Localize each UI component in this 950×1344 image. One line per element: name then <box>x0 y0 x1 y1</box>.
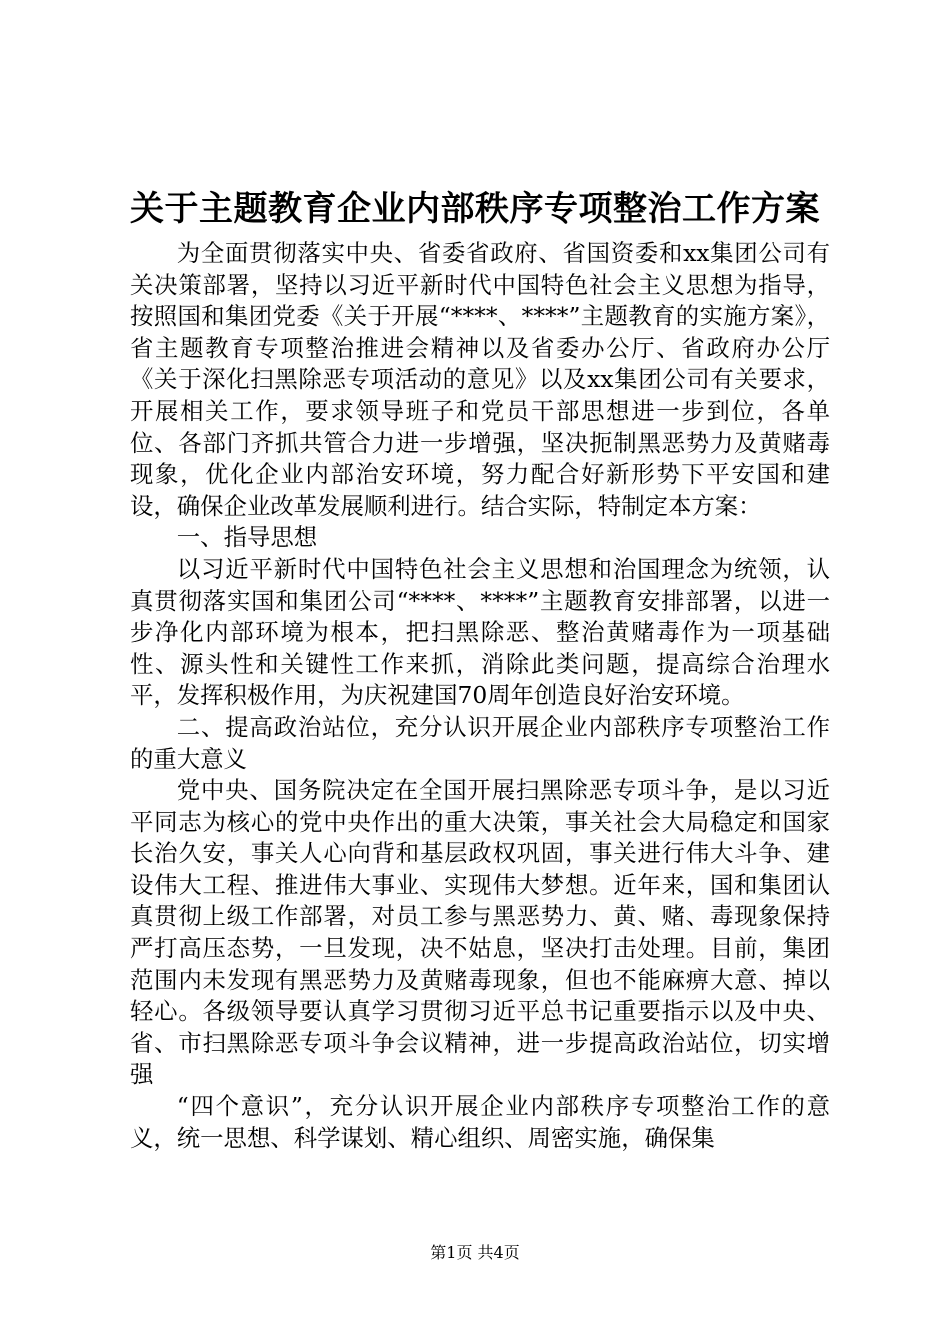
paragraph-intro: 为全面贯彻落实中央、省委省政府、省国资委和xx集团公司有关决策部署，坚持以习近平新时代中国特色社会主义思想为指导，按照国和集团党委《关于开展“****、****”主题教育的实施方案》，省主题教育专项整治推进会精神以及省委办公厅、省政府办公厅《关于深化扫黑除恶专项活动的意见》以及xx集团公司有关要求，开展相关工作，要求领导班子和党员干部思想进一步到位，各单位、各部门齐抓共管合力进一步增强，坚决扼制黑恶势力及黄赌毒现象，优化企业内部治安环境，努力配合好新形势下平安国和建设，确保企业改革发展顺利进行。结合实际，特制定本方案： <box>130 239 830 520</box>
page-number-footer: 第1页 共4页 <box>430 1243 520 1262</box>
paragraph-political-stance: 党中央、国务院决定在全国开展扫黑除恶专项斗争，是以习近平同志为核心的党中央作出的重大决策，事关社会大局稳定和国家长治久安，事关人心向背和基层政权巩固，事关进行伟大斗争、建设伟大工程、推进伟大事业、实现伟大梦想。近年来，国和集团认真贯彻上级工作部署，对员工参与黑恶势力、黄、赌、毒现象保持严打高压态势，一旦发现，决不姑息，坚决打击处理。目前，集团范围内未发现有黑恶势力及黄赌毒现象，但也不能麻痹大意、掉以轻心。各级领导要认真学习贯彻习近平总书记重要指示以及中央、省、市扫黑除恶专项斗争会议精神，进一步提高政治站位，切实增强 <box>130 776 830 1089</box>
document-body <box>130 238 830 1154</box>
document-title: 关于主题教育企业内部秩序专项整治工作方案 <box>130 189 820 229</box>
section-heading-guiding-ideology: 一、指导思想 <box>176 523 318 552</box>
paragraph-four-consciousness: “四个意识”，充分认识开展企业内部秩序专项整治工作的意义，统一思想、科学谋划、精心组织、周密实施，确保集 <box>130 1092 830 1152</box>
paragraph-guiding-ideology: 以习近平新时代中国特色社会主义思想和治国理念为统领，认真贯彻落实国和集团公司“****、****”主题教育安排部署，以进一步净化内部环境为根本，把扫黑除恶、整治黄赌毒作为一项基础性、源头性和关键性工作来抓，消除此类问题，提高综合治理水平，发挥积极作用，为庆祝建国70周年创造良好治安环境。 <box>130 554 830 710</box>
section-heading-political-stance: 二、提高政治站位，充分认识开展企业内部秩序专项整治工作的重大意义 <box>130 712 830 773</box>
